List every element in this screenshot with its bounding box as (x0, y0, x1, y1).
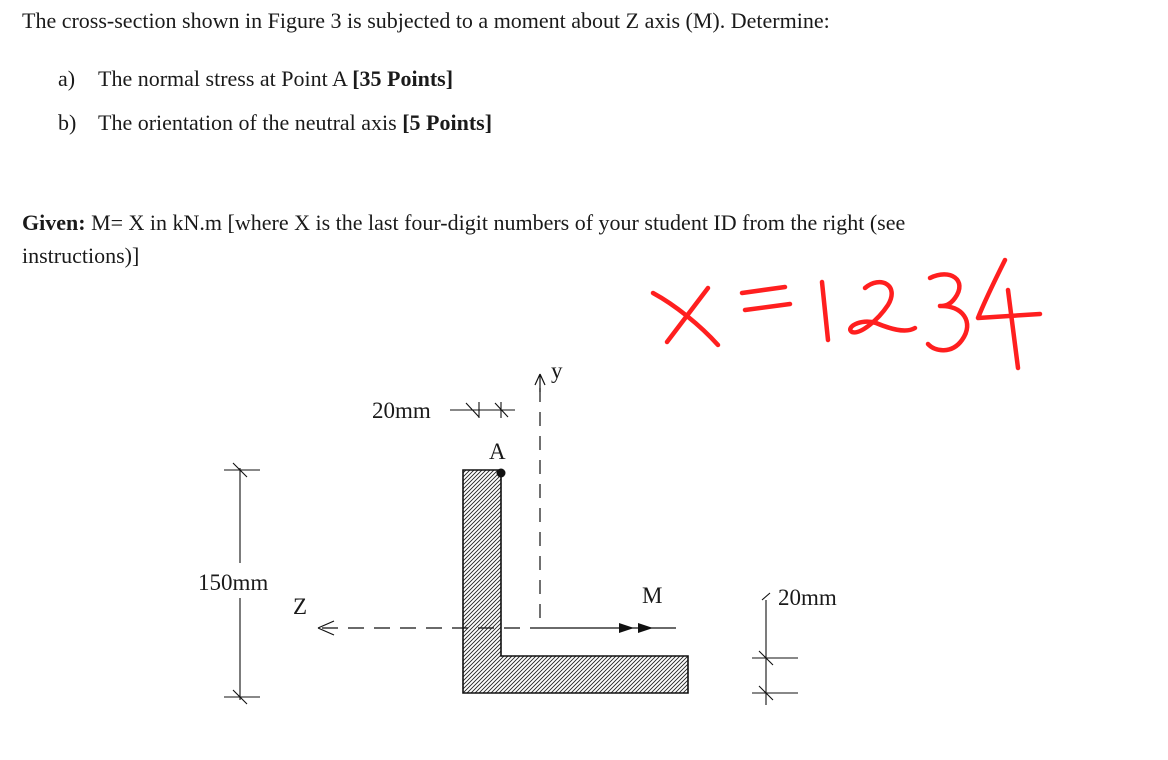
given-label: Given: (22, 210, 86, 235)
point-a-marker (497, 469, 506, 478)
l-section (463, 470, 688, 693)
y-axis-label: y (551, 358, 563, 383)
item-label: b) (58, 110, 77, 135)
given-line-continued: instructions)] (22, 243, 140, 268)
given-text: M= X in kN.m [where X is the last four-digit numbers of your student ID from the right (see (85, 210, 906, 235)
dim-top-label: 20mm (372, 398, 431, 423)
item-points: [5 Points] (402, 110, 493, 135)
y-axis-arrow (535, 374, 545, 392)
item-label: a) (58, 66, 76, 91)
handwritten-student-id (653, 260, 1040, 368)
point-a-label: A (489, 439, 506, 464)
dim-flange-label: 20mm (778, 585, 837, 610)
item-text: The normal stress at Point A (98, 66, 353, 91)
dim-height-label: 150mm (198, 570, 269, 595)
problem-intro: The cross-section shown in Figure 3 is subjected to a moment about Z axis (M). Determine: (22, 8, 830, 33)
z-axis-label: Z (293, 594, 308, 619)
item-text: The orientation of the neutral axis (98, 110, 403, 135)
moment-label: M (642, 583, 663, 608)
item-points: [35 Points] (352, 66, 454, 91)
